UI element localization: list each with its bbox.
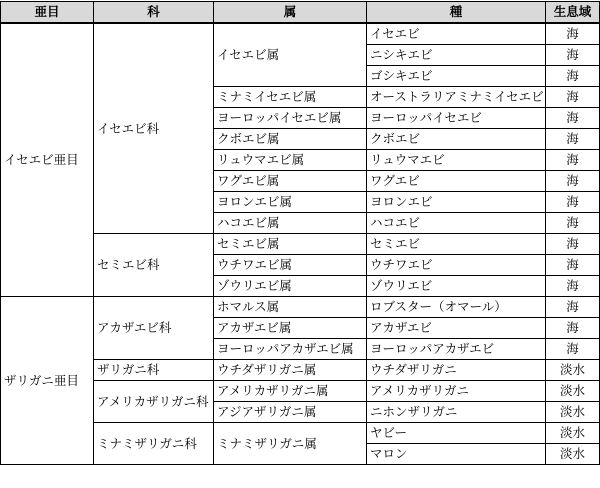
genus-cell: ウチワエビ属	[214, 255, 367, 276]
header-row	[1, 2, 600, 24]
genus-cell: アメリカザリガニ属	[214, 381, 367, 402]
habitat-cell: 海	[546, 23, 600, 45]
habitat-cell: 海	[546, 213, 600, 234]
species-cell: アメリカザリガニ	[367, 381, 546, 402]
habitat-cell: 海	[546, 45, 600, 66]
genus-cell: アカザエビ属	[214, 318, 367, 339]
family-cell: ミナミザリガニ科	[94, 423, 214, 465]
header-suborder: 亜目	[1, 2, 94, 24]
genus-cell: ハコエビ属	[214, 213, 367, 234]
species-cell: ウチワエビ	[367, 255, 546, 276]
suborder-cell: ザリガニ亜目	[1, 297, 94, 465]
header-genus: 属	[214, 2, 367, 24]
species-cell: ヨロンエビ	[367, 192, 546, 213]
species-cell: マロン	[367, 444, 546, 465]
family-cell: アメリカザリガニ科	[94, 381, 214, 423]
species-cell: オーストラリアミナミイセエビ	[367, 87, 546, 108]
habitat-cell: 淡水	[546, 402, 600, 423]
genus-cell: ミナミイセエビ属	[214, 87, 367, 108]
table-row	[1, 23, 600, 45]
species-cell: ゾウリエビ	[367, 276, 546, 297]
genus-cell: イセエビ属	[214, 23, 367, 87]
genus-cell: アジアザリガニ属	[214, 402, 367, 423]
species-cell: ウチダザリガニ	[367, 360, 546, 381]
habitat-cell: 海	[546, 129, 600, 150]
header-habitat: 生息域	[546, 2, 600, 24]
habitat-cell: 海	[546, 276, 600, 297]
species-cell: ゴシキエビ	[367, 66, 546, 87]
genus-cell: ホマルス属	[214, 297, 367, 318]
species-cell: クボエビ	[367, 129, 546, 150]
species-cell: ニシキエビ	[367, 45, 546, 66]
genus-cell: リュウマエビ属	[214, 150, 367, 171]
habitat-cell: 海	[546, 339, 600, 360]
family-cell: イセエビ科	[94, 23, 214, 234]
habitat-cell: 淡水	[546, 423, 600, 444]
species-cell: ヨーロッパアカザエビ	[367, 339, 546, 360]
header-species: 種	[367, 2, 546, 24]
family-cell: ザリガニ科	[94, 360, 214, 381]
table-body	[1, 23, 600, 465]
genus-cell: ワグエビ属	[214, 171, 367, 192]
habitat-cell: 海	[546, 150, 600, 171]
genus-cell: ウチダザリガニ属	[214, 360, 367, 381]
species-cell: ヤビー	[367, 423, 546, 444]
header-family: 科	[94, 2, 214, 24]
habitat-cell: 海	[546, 66, 600, 87]
habitat-cell: 海	[546, 87, 600, 108]
species-cell: ヨーロッパイセエビ	[367, 108, 546, 129]
genus-cell: ミナミザリガニ属	[214, 423, 367, 465]
species-cell: セミエビ	[367, 234, 546, 255]
habitat-cell: 淡水	[546, 444, 600, 465]
genus-cell: ヨロンエビ属	[214, 192, 367, 213]
species-cell: アカザエビ	[367, 318, 546, 339]
habitat-cell: 淡水	[546, 381, 600, 402]
habitat-cell: 海	[546, 192, 600, 213]
genus-cell: セミエビ属	[214, 234, 367, 255]
habitat-cell: 海	[546, 108, 600, 129]
habitat-cell: 淡水	[546, 360, 600, 381]
family-cell: アカザエビ科	[94, 297, 214, 360]
habitat-cell: 海	[546, 171, 600, 192]
habitat-cell: 海	[546, 297, 600, 318]
taxonomy-table	[0, 1, 600, 465]
genus-cell: ゾウリエビ属	[214, 276, 367, 297]
family-cell: セミエビ科	[94, 234, 214, 297]
species-cell: ニホンザリガニ	[367, 402, 546, 423]
habitat-cell: 海	[546, 255, 600, 276]
table-row	[1, 297, 600, 318]
habitat-cell: 海	[546, 234, 600, 255]
species-cell: ロブスター（オマール）	[367, 297, 546, 318]
genus-cell: ヨーロッパイセエビ属	[214, 108, 367, 129]
species-cell: ハコエビ	[367, 213, 546, 234]
genus-cell: クボエビ属	[214, 129, 367, 150]
genus-cell: ヨーロッパアカザエビ属	[214, 339, 367, 360]
habitat-cell: 海	[546, 318, 600, 339]
species-cell: ワグエビ	[367, 171, 546, 192]
species-cell: イセエビ	[367, 23, 546, 45]
suborder-cell: イセエビ亜目	[1, 23, 94, 297]
species-cell: リュウマエビ	[367, 150, 546, 171]
